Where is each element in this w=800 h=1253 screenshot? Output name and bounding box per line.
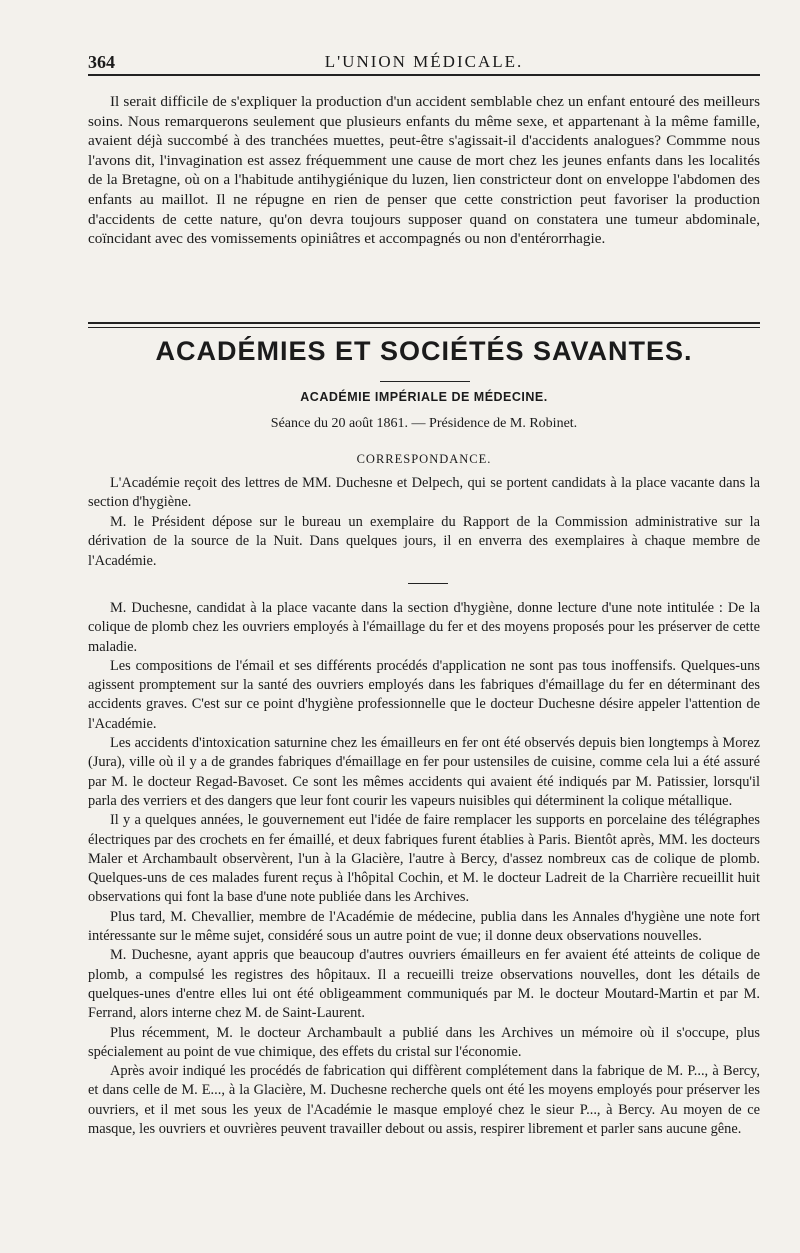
correspondance-paragraph: L'Académie reçoit des lettres de MM. Duchesne et Delpech, qui se portent candidats à la place vacante dans la section d'hygiène. [88, 475, 760, 511]
section-rule-top-thin [88, 327, 760, 328]
academy-heading: ACADÉMIE IMPÉRIALE DE MÉDECINE. [300, 390, 548, 404]
body-paragraph: Plus récemment, M. le docteur Archambault a publié dans les Archives un mémoire où il s'occupe, plus spécialement au point de vue chimique, des effets du cristal sur l'économie. [88, 1024, 760, 1060]
body-paragraph: M. Duchesne, ayant appris que beaucoup d'autres ouvriers émailleurs en fer avaient été atteints de colique de plomb, a compulsé les registres des hôpitaux. Il a recueilli treize observations nouvelles, dont les détails de quelques-unes d'entre elles lui ont été obligeamment communiqués par M. le docteur Moutard-Martin et par M. Ferrand, alors interne chez M. de Saint-Laurent. [88, 947, 760, 1022]
page-header [88, 46, 760, 76]
body-paragraph: Les accidents d'intoxication saturnine chez les émailleurs en fer ont été observés depuis bien longtemps à Morez (Jura), ville où il y a de grandes fabriques d'émaillage en fer pour ustensiles de cuisine, comme cela lui a été assuré par M. le docteur Regad-Bavoset. Ce sont les mêmes accidents qui avaient été indiqués par M. Patissier, lorsqu'il parla des verriers et des dangers que leur font courir les vapeurs nuisibles qui déterminent la colique métallique. [88, 735, 760, 809]
section-rule-top [88, 322, 760, 324]
body-paragraph: Il y a quelques années, le gouvernement eut l'idée de faire remplacer les supports en porcelaine des télégraphes électriques par des crochets en fer émaillé, et deux fabriques furent établies à Paris. Bientôt après, MM. les docteurs Maler et Archambault observèrent, l'un à la Glacière, l'autre à Bercy, d'assez nombreux cas de colique de plomb. Quelques-uns de ces malades furent reçus à l'hôpital Cochin, et M. le docteur Ladreit de la Charrière recueillit huit observations qui font la base d'une note publiée dans les Archives. [88, 812, 760, 906]
paragraph-divider [408, 583, 448, 584]
body-paragraph: Les compositions de l'émail et ses différents procédés d'application ne sont pas tous inoffensifs. Quelques-uns agissent promptement sur la santé des ouvriers employés dans les fabriques d'émaillage du fer en déterminant des accidents graves. C'est sur ce point d'hygiène professionnelle que le docteur Duchesne désire appeler l'attention de l'Académie. [88, 657, 760, 732]
intro-paragraph: Il serait difficile de s'expliquer la production d'un accident semblable chez un enfant entouré des meilleurs soins. Nous remarquerons seulement que plusieurs enfants du même sexe, et appartenant à la même famille, avaient déjà succombé à des tranchées muettes, peut-être s'agissait-il d'accidents analogues? Commme nous l'avons dit, l'invagination est assez fréquemment une cause de mort chez les jeunes enfants dans les localités de la Bretagne, où on a l'habitude antihygiénique du luzen, lien constricteur dont on enveloppe l'abdomen des enfants au maillot. Il ne répugne en rien de penser que cette constriction peut favoriser la production d'accidents de cette nature, qu'on devra toujours supposer quand on constatera une tumeur abdominale, coïncidant avec des vomissements opiniâtres et accompagnés ou non d'entérorrhagie. [88, 93, 760, 248]
correspondance-heading: CORRESPONDANCE. [356, 452, 492, 466]
seance-line: Séance du 20 août 1861. — Présidence de M. Robinet. [270, 416, 578, 431]
page-number: 364 [88, 52, 115, 72]
body-paragraph: Plus tard, M. Chevallier, membre de l'Académie de médecine, publia dans les Annales d'hygiène une note fort intéressante sur le même sujet, considéré sous un autre point de vue; il donne deux observations nouvelles. [88, 908, 760, 945]
body-paragraph: M. Duchesne, candidat à la place vacante dans la section d'hygiène, donne lecture d'une note intitulée : De la colique de plomb chez les ouvriers employés à l'émaillage du fer et des moyens proposés pour les préserver de cette maladie. [88, 600, 760, 655]
intro-text [88, 92, 760, 249]
correspondance-text [88, 474, 760, 571]
section-title: ACADÉMIES ET SOCIÉTÉS SAVANTES. [155, 336, 693, 366]
correspondance-paragraph: M. le Président dépose sur le bureau un exemplaire du Rapport de la Commission administrative sur la dérivation de la source de la Nuit. Dans quelques jours, il en enverra des exemplaires à chaque membre de l'Académie. [88, 513, 760, 569]
running-title: L'UNION MÉDICALE. [324, 52, 524, 71]
body-paragraph: Après avoir indiqué les procédés de fabrication qui diffèrent complétement dans la fabrique de M. P..., à Bercy, et dans celle de M. E..., à la Glacière, M. Duchesne recherche quels ont été les moyens employés pour préserver les ouvriers, et il met sous les yeux de l'Académie le masque employé chez le sieur P..., à Bercy. Au moyen de ce masque, les ouvriers et ouvrières peuvent travailler debout ou assis, respirer librement et parler sans aucune gêne. [88, 1063, 760, 1138]
communication-text [88, 599, 760, 1139]
title-divider [380, 381, 470, 382]
